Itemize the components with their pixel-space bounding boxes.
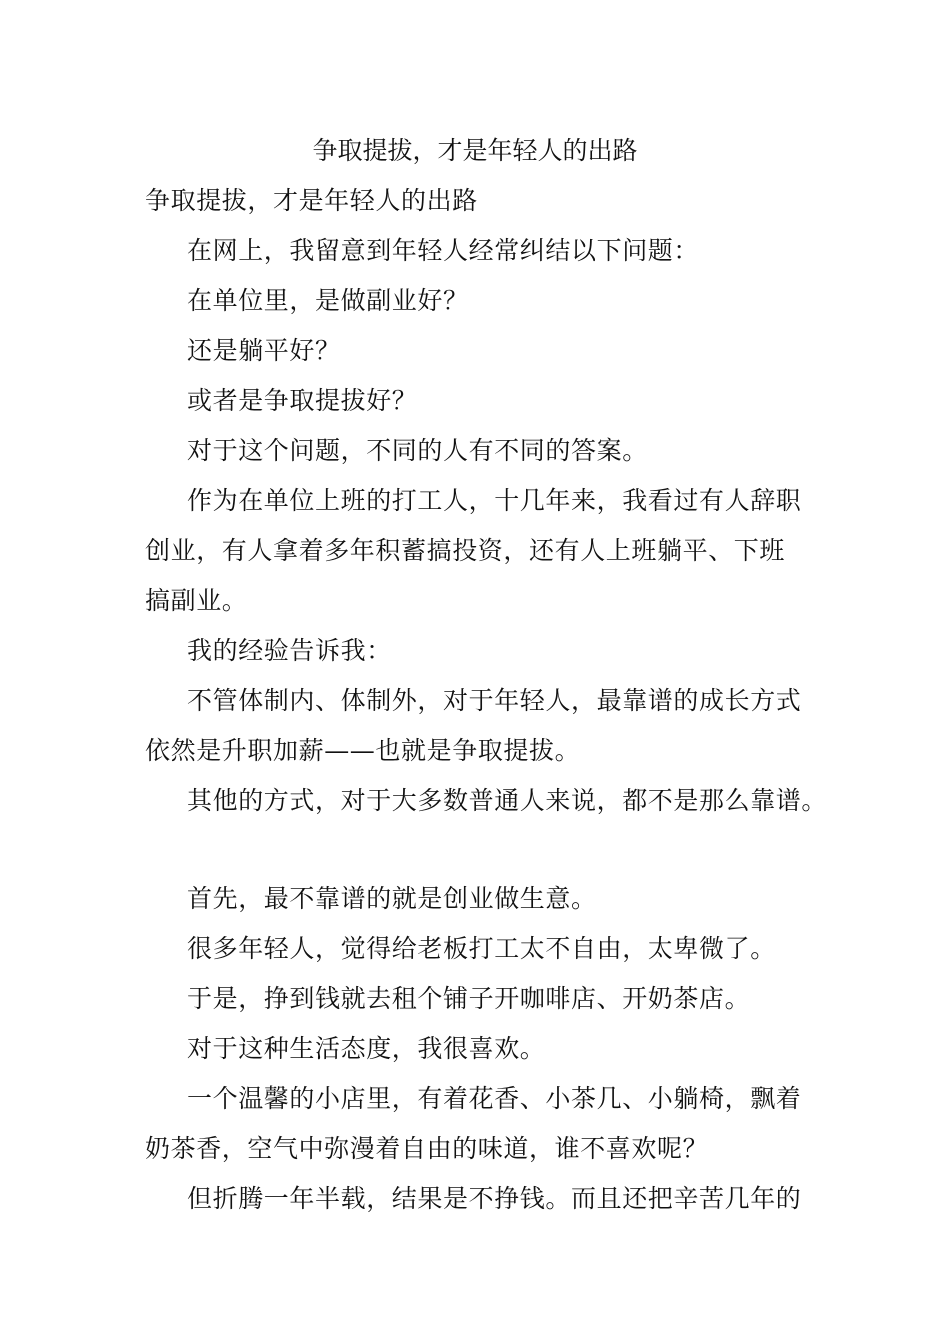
text-line: 在网上，我留意到年轻人经常纠结以下问题： — [187, 236, 700, 265]
text-line: 很多年轻人，觉得给老板打工太不自由，太卑微了。 — [187, 934, 776, 963]
text-line: 于是，挣到钱就去租个铺子开咖啡店、开奶茶店。 — [187, 984, 751, 1013]
text-line: 对于这种生活态度，我很喜欢。 — [187, 1034, 546, 1063]
text-line: 不管体制内、体制外，对于年轻人，最靠谱的成长方式 — [187, 686, 802, 715]
text-line: 我的经验告诉我： — [187, 636, 392, 665]
text-line: 搞副业。 — [145, 586, 248, 615]
text-line: 一个温馨的小店里，有着花香、小茶几、小躺椅，飘着 — [187, 1084, 802, 1113]
document-title: 争取提拔，才是年轻人的出路 — [312, 136, 638, 165]
text-line: 还是躺平好？ — [187, 336, 341, 365]
text-line: 奶茶香，空气中弥漫着自由的味道，谁不喜欢呢？ — [145, 1134, 709, 1163]
text-line: 或者是争取提拔好？ — [187, 386, 418, 415]
text-line: 在单位里，是做副业好？ — [187, 286, 469, 315]
text-line-subtitle: 争取提拔，才是年轻人的出路 — [145, 186, 478, 215]
text-line: 创业，有人拿着多年积蓄搞投资，还有人上班躺平、下班 — [145, 536, 786, 565]
text-line: 但折腾一年半载，结果是不挣钱。而且还把辛苦几年的 — [187, 1184, 802, 1213]
text-line: 首先，最不靠谱的就是创业做生意。 — [187, 884, 597, 913]
text-line: 对于这个问题，不同的人有不同的答案。 — [187, 436, 648, 465]
text-line: 作为在单位上班的打工人，十几年来，我看过有人辞职 — [187, 486, 802, 515]
text-line: 依然是升职加薪——也就是争取提拔。 — [145, 736, 581, 765]
text-line: 其他的方式，对于大多数普通人来说，都不是那么靠谱。 — [187, 786, 828, 815]
